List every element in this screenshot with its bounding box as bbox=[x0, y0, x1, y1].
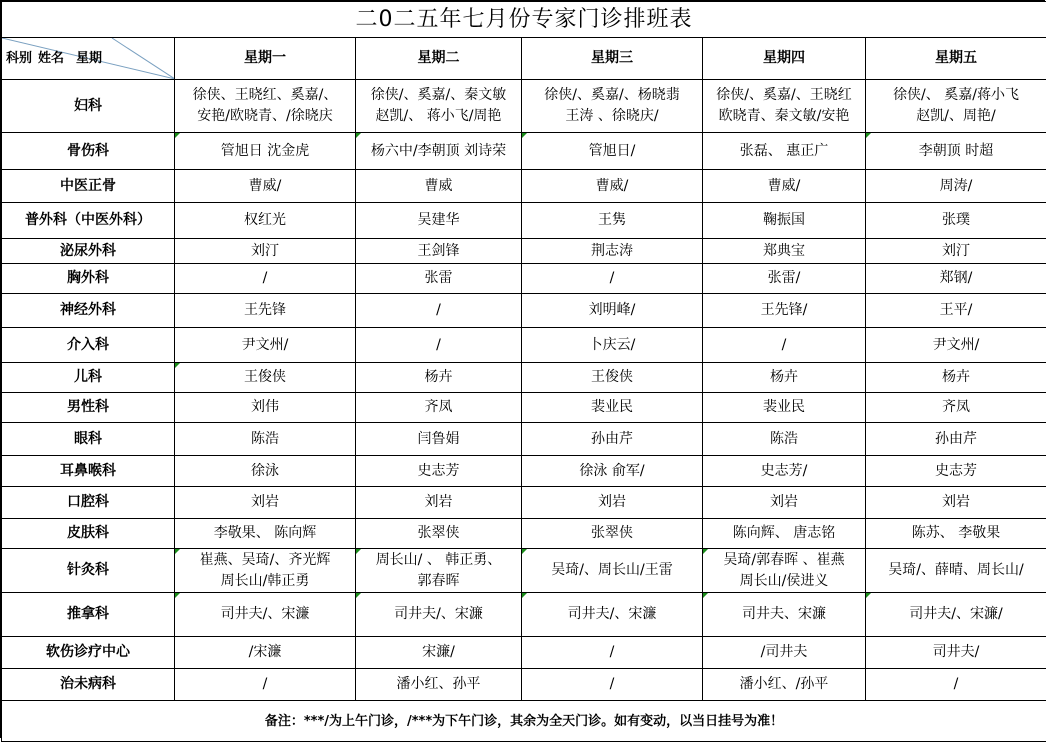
doctor-names-line: 王剑锋 bbox=[356, 241, 521, 262]
doctor-cell bbox=[356, 456, 522, 487]
doctor-names-line: 郭春晖 bbox=[356, 571, 521, 592]
cell-marker-icon bbox=[522, 133, 527, 138]
doctor-names-line: 史志芳 bbox=[866, 461, 1046, 482]
doctor-cell bbox=[175, 294, 356, 328]
department-cell: 儿科 bbox=[2, 363, 175, 393]
doctor-names-line: 史志芳/ bbox=[703, 461, 865, 482]
doctor-names-line: 陈向辉、 唐志铭 bbox=[703, 523, 865, 544]
department-cell: 男性科 bbox=[2, 393, 175, 423]
doctor-names-line: 尹文州/ bbox=[866, 335, 1046, 356]
table-row bbox=[2, 294, 1046, 328]
doctor-names-line: 刘汀 bbox=[866, 241, 1046, 262]
cell-marker-icon bbox=[866, 133, 871, 138]
doctor-cell bbox=[356, 203, 522, 239]
table-row bbox=[2, 203, 1046, 239]
doctor-names-line: 王平/ bbox=[866, 300, 1046, 321]
department-cell: 皮肤科 bbox=[2, 519, 175, 549]
day-header-mon: 星期一 bbox=[175, 38, 356, 80]
doctor-cell bbox=[522, 363, 703, 393]
doctor-cell bbox=[866, 133, 1046, 170]
doctor-cell bbox=[522, 637, 703, 669]
doctor-cell bbox=[522, 80, 703, 133]
doctor-cell bbox=[175, 328, 356, 363]
table-row bbox=[2, 669, 1046, 701]
doctor-names-line: 宋濂/ bbox=[356, 642, 521, 663]
doctor-names-line: 周长山/侯进义 bbox=[703, 571, 865, 592]
department-cell: 耳鼻喉科 bbox=[2, 456, 175, 487]
doctor-names-line: 徐侠/、奚嘉/、杨晓翡 bbox=[522, 85, 702, 106]
table-row bbox=[2, 549, 1046, 593]
doctor-cell bbox=[356, 487, 522, 519]
doctor-names-line: 周长山/ 、 韩正勇、 bbox=[356, 550, 521, 571]
doctor-cell bbox=[522, 669, 703, 701]
doctor-names-line: 赵凯/、周艳/ bbox=[866, 106, 1046, 127]
doctor-names-line: 陈苏、 李敬果 bbox=[866, 523, 1046, 544]
doctor-cell bbox=[356, 264, 522, 294]
department-cell: 推拿科 bbox=[2, 593, 175, 637]
doctor-cell bbox=[522, 203, 703, 239]
doctor-cell bbox=[866, 487, 1046, 519]
table-row bbox=[2, 593, 1046, 637]
doctor-names-line: 欧晓青、秦文敏/安艳 bbox=[703, 106, 865, 127]
department-cell: 骨伤科 bbox=[2, 133, 175, 170]
doctor-cell bbox=[522, 264, 703, 294]
doctor-cell bbox=[356, 328, 522, 363]
corner-header-cell bbox=[2, 38, 175, 80]
doctor-names-line: 张翠侠 bbox=[522, 523, 702, 544]
doctor-cell bbox=[866, 549, 1046, 593]
doctor-cell bbox=[356, 170, 522, 203]
cell-marker-icon bbox=[175, 363, 180, 368]
doctor-names-line: 徐侠、王晓红、奚嘉/、 bbox=[175, 85, 355, 106]
doctor-names-line: 杨卉 bbox=[356, 367, 521, 388]
doctor-cell bbox=[522, 456, 703, 487]
table-row bbox=[2, 80, 1046, 133]
note-row bbox=[2, 701, 1046, 742]
schedule-table bbox=[1, 1, 1046, 742]
table-row bbox=[2, 423, 1046, 456]
cell-marker-icon bbox=[175, 593, 180, 598]
table-row bbox=[2, 393, 1046, 423]
department-cell: 治未病科 bbox=[2, 669, 175, 701]
doctor-cell bbox=[522, 393, 703, 423]
doctor-cell bbox=[175, 133, 356, 170]
doctor-names-line: 张翠侠 bbox=[356, 523, 521, 544]
doctor-cell bbox=[356, 549, 522, 593]
doctor-names-line: 王先锋 bbox=[175, 300, 355, 321]
doctor-cell bbox=[866, 294, 1046, 328]
doctor-cell bbox=[175, 423, 356, 456]
doctor-cell bbox=[175, 80, 356, 133]
doctor-cell bbox=[356, 239, 522, 264]
cell-marker-icon bbox=[522, 549, 527, 554]
footnote: 备注：***/为上午门诊，/***为下午门诊，其余为全天门诊。如有变动，以当日挂号为准！ bbox=[2, 701, 1046, 742]
doctor-cell bbox=[175, 239, 356, 264]
day-header-wed: 星期三 bbox=[522, 38, 703, 80]
doctor-cell bbox=[866, 264, 1046, 294]
cell-marker-icon bbox=[175, 133, 180, 138]
doctor-cell bbox=[522, 239, 703, 264]
doctor-cell bbox=[866, 170, 1046, 203]
doctor-names-line: 司井夫/ bbox=[866, 642, 1046, 663]
table-row bbox=[2, 637, 1046, 669]
department-cell: 口腔科 bbox=[2, 487, 175, 519]
doctor-cell bbox=[175, 669, 356, 701]
doctor-cell bbox=[703, 264, 866, 294]
doctor-names-line: 陈浩 bbox=[703, 429, 865, 450]
table-row bbox=[2, 133, 1046, 170]
doctor-names-line: 孙由芹 bbox=[866, 429, 1046, 450]
doctor-cell bbox=[175, 593, 356, 637]
corner-name-label: 姓名 bbox=[38, 51, 64, 66]
doctor-names-line: 吴琦/、周长山/王雷 bbox=[522, 560, 702, 581]
doctor-names-line: 徐侠/、奚嘉/、王晓红 bbox=[703, 85, 865, 106]
doctor-names-line: 吴建华 bbox=[356, 210, 521, 231]
doctor-cell bbox=[522, 519, 703, 549]
doctor-cell bbox=[703, 669, 866, 701]
doctor-cell bbox=[703, 170, 866, 203]
doctor-cell bbox=[175, 487, 356, 519]
cell-marker-icon bbox=[522, 593, 527, 598]
department-cell: 中医正骨 bbox=[2, 170, 175, 203]
cell-marker-icon bbox=[356, 593, 361, 598]
table-row bbox=[2, 363, 1046, 393]
doctor-names-line: 王隽 bbox=[522, 210, 702, 231]
doctor-cell bbox=[866, 363, 1046, 393]
doctor-names-line: /宋濂 bbox=[175, 642, 355, 663]
day-header-fri: 星期五 bbox=[866, 38, 1046, 80]
doctor-names-line: 徐侠/、奚嘉/、秦文敏 bbox=[356, 85, 521, 106]
doctor-cell bbox=[703, 393, 866, 423]
doctor-names-line: 吴琦/、薛晴、周长山/ bbox=[866, 560, 1046, 581]
table-row bbox=[2, 170, 1046, 203]
doctor-cell bbox=[356, 80, 522, 133]
department-cell: 眼科 bbox=[2, 423, 175, 456]
doctor-cell bbox=[522, 593, 703, 637]
doctor-names-line: 郑典宝 bbox=[703, 241, 865, 262]
doctor-names-line: 杨六中/李朝顶 刘诗荣 bbox=[356, 141, 521, 162]
doctor-cell bbox=[703, 133, 866, 170]
doctor-cell bbox=[703, 239, 866, 264]
doctor-names-line: 管旭日/ bbox=[522, 141, 702, 162]
doctor-names-line: 齐凤 bbox=[866, 397, 1046, 418]
doctor-names-line: 权红光 bbox=[175, 210, 355, 231]
doctor-names-line: 王先锋/ bbox=[703, 300, 865, 321]
department-cell: 介入科 bbox=[2, 328, 175, 363]
corner-labels bbox=[6, 48, 108, 69]
doctor-names-line: 卜庆云/ bbox=[522, 335, 702, 356]
doctor-names-line: / bbox=[522, 268, 702, 289]
doctor-cell bbox=[522, 423, 703, 456]
doctor-names-line: 孙由芹 bbox=[522, 429, 702, 450]
doctor-names-line: 尹文州/ bbox=[175, 335, 355, 356]
doctor-names-line: 刘岩 bbox=[522, 492, 702, 513]
doctor-names-line: 张磊、 惠正广 bbox=[703, 141, 865, 162]
table-row bbox=[2, 487, 1046, 519]
doctor-names-line: 陈浩 bbox=[175, 429, 355, 450]
doctor-names-line: 司井夫/、宋濂 bbox=[175, 604, 355, 625]
doctor-cell bbox=[175, 549, 356, 593]
table-row bbox=[2, 264, 1046, 294]
doctor-names-line: 王涛 、徐晓庆/ bbox=[522, 106, 702, 127]
doctor-names-line: 张雷/ bbox=[703, 268, 865, 289]
doctor-cell bbox=[703, 294, 866, 328]
doctor-cell bbox=[356, 637, 522, 669]
doctor-cell bbox=[356, 669, 522, 701]
doctor-cell bbox=[703, 456, 866, 487]
doctor-names-line: / bbox=[522, 642, 702, 663]
doctor-cell bbox=[866, 393, 1046, 423]
corner-day-label: 星期 bbox=[76, 51, 102, 66]
doctor-names-line: 王俊侠 bbox=[175, 367, 355, 388]
doctor-names-line: / bbox=[522, 674, 702, 695]
department-cell: 妇科 bbox=[2, 80, 175, 133]
doctor-names-line: 曹威 bbox=[356, 176, 521, 197]
doctor-cell bbox=[522, 294, 703, 328]
doctor-names-line: 潘小红、孙平 bbox=[356, 674, 521, 695]
doctor-cell bbox=[703, 549, 866, 593]
doctor-names-line: /司井夫 bbox=[703, 642, 865, 663]
doctor-cell bbox=[356, 519, 522, 549]
doctor-cell bbox=[175, 203, 356, 239]
cell-marker-icon bbox=[703, 549, 708, 554]
doctor-names-line: 齐凤 bbox=[356, 397, 521, 418]
doctor-cell bbox=[522, 487, 703, 519]
doctor-cell bbox=[356, 593, 522, 637]
table-row bbox=[2, 519, 1046, 549]
doctor-cell bbox=[522, 328, 703, 363]
doctor-cell bbox=[866, 593, 1046, 637]
doctor-names-line: 刘岩 bbox=[356, 492, 521, 513]
day-header-tue: 星期二 bbox=[356, 38, 522, 80]
doctor-cell bbox=[866, 669, 1046, 701]
doctor-names-line: 安艳/欧晓青、/徐晓庆 bbox=[175, 106, 355, 127]
table-row bbox=[2, 328, 1046, 363]
doctor-cell bbox=[175, 264, 356, 294]
doctor-names-line: 李敬果、 陈向辉 bbox=[175, 523, 355, 544]
doctor-cell bbox=[703, 519, 866, 549]
department-cell: 普外科（中医外科） bbox=[2, 203, 175, 239]
doctor-cell bbox=[866, 239, 1046, 264]
doctor-cell bbox=[703, 80, 866, 133]
doctor-names-line: 刘明峰/ bbox=[522, 300, 702, 321]
doctor-names-line: 曹威/ bbox=[175, 176, 355, 197]
doctor-names-line: 司井夫/、宋濂/ bbox=[866, 604, 1046, 625]
doctor-names-line: 曹威/ bbox=[522, 176, 702, 197]
doctor-names-line: 刘岩 bbox=[175, 492, 355, 513]
doctor-names-line: / bbox=[175, 268, 355, 289]
doctor-names-line: 周涛/ bbox=[866, 176, 1046, 197]
cell-marker-icon bbox=[356, 549, 361, 554]
doctor-names-line: 闫鲁娟 bbox=[356, 429, 521, 450]
doctor-names-line: 郑钢/ bbox=[866, 268, 1046, 289]
doctor-names-line: 吴琦/郭春晖 、崔燕 bbox=[703, 550, 865, 571]
doctor-cell bbox=[175, 637, 356, 669]
page-title: 二0二五年七月份专家门诊排班表 bbox=[2, 2, 1046, 38]
doctor-names-line: 鞠振国 bbox=[703, 210, 865, 231]
doctor-names-line: 赵凯/、 蒋小飞/周艳 bbox=[356, 106, 521, 127]
doctor-cell bbox=[866, 456, 1046, 487]
table-row bbox=[2, 456, 1046, 487]
doctor-cell bbox=[175, 363, 356, 393]
doctor-cell bbox=[522, 133, 703, 170]
doctor-names-line: 徐侠/、 奚嘉/蒋小飞 bbox=[866, 85, 1046, 106]
doctor-cell bbox=[866, 423, 1046, 456]
doctor-cell bbox=[356, 393, 522, 423]
doctor-cell bbox=[703, 203, 866, 239]
doctor-names-line: 潘小红、/孙平 bbox=[703, 674, 865, 695]
doctor-cell bbox=[175, 393, 356, 423]
cell-marker-icon bbox=[175, 549, 180, 554]
doctor-names-line: 荆志涛 bbox=[522, 241, 702, 262]
doctor-names-line: 刘岩 bbox=[703, 492, 865, 513]
doctor-names-line: / bbox=[703, 335, 865, 356]
doctor-cell bbox=[356, 363, 522, 393]
doctor-cell bbox=[866, 519, 1046, 549]
doctor-names-line: 裴业民 bbox=[522, 397, 702, 418]
cell-marker-icon bbox=[703, 593, 708, 598]
doctor-names-line: 曹威/ bbox=[703, 176, 865, 197]
doctor-names-line: 徐泳 bbox=[175, 461, 355, 482]
cell-marker-icon bbox=[356, 133, 361, 138]
doctor-cell bbox=[175, 170, 356, 203]
doctor-cell bbox=[522, 549, 703, 593]
doctor-names-line: 张雷 bbox=[356, 268, 521, 289]
doctor-names-line: 裴业民 bbox=[703, 397, 865, 418]
doctor-names-line: 刘汀 bbox=[175, 241, 355, 262]
doctor-cell bbox=[703, 593, 866, 637]
doctor-names-line: 史志芳 bbox=[356, 461, 521, 482]
department-cell: 胸外科 bbox=[2, 264, 175, 294]
doctor-cell bbox=[356, 294, 522, 328]
doctor-names-line: 王俊侠 bbox=[522, 367, 702, 388]
doctor-names-line: 张璞 bbox=[866, 210, 1046, 231]
doctor-names-line: / bbox=[356, 335, 521, 356]
department-cell: 神经外科 bbox=[2, 294, 175, 328]
doctor-names-line: 徐泳 俞军/ bbox=[522, 461, 702, 482]
doctor-cell bbox=[175, 456, 356, 487]
table-row bbox=[2, 239, 1046, 264]
doctor-names-line: 杨卉 bbox=[703, 367, 865, 388]
doctor-cell bbox=[866, 637, 1046, 669]
doctor-names-line: / bbox=[866, 674, 1046, 695]
department-cell: 泌尿外科 bbox=[2, 239, 175, 264]
doctor-cell bbox=[866, 328, 1046, 363]
doctor-names-line: / bbox=[356, 300, 521, 321]
doctor-cell bbox=[703, 487, 866, 519]
doctor-names-line: 管旭日 沈金虎 bbox=[175, 141, 355, 162]
doctor-names-line: 杨卉 bbox=[866, 367, 1046, 388]
doctor-names-line: 司井夫、宋濂 bbox=[703, 604, 865, 625]
cell-marker-icon bbox=[866, 593, 871, 598]
doctor-names-line: 司井夫/、宋濂 bbox=[522, 604, 702, 625]
doctor-cell bbox=[522, 170, 703, 203]
corner-dept-label: 科别 bbox=[6, 51, 32, 66]
doctor-names-line: 刘伟 bbox=[175, 397, 355, 418]
doctor-cell bbox=[703, 363, 866, 393]
day-header-thu: 星期四 bbox=[703, 38, 866, 80]
department-cell: 软伤诊疗中心 bbox=[2, 637, 175, 669]
doctor-names-line: 崔燕、吴琦/、齐光辉 bbox=[175, 550, 355, 571]
doctor-cell bbox=[703, 328, 866, 363]
doctor-cell bbox=[866, 80, 1046, 133]
doctor-cell bbox=[703, 423, 866, 456]
doctor-names-line: 李朝顶 时超 bbox=[866, 141, 1046, 162]
doctor-names-line: 刘岩 bbox=[866, 492, 1046, 513]
doctor-cell bbox=[175, 519, 356, 549]
doctor-names-line: 司井夫/、宋濂 bbox=[356, 604, 521, 625]
doctor-names-line: / bbox=[175, 674, 355, 695]
doctor-names-line: 周长山/韩正勇 bbox=[175, 571, 355, 592]
doctor-cell bbox=[703, 637, 866, 669]
doctor-cell bbox=[866, 203, 1046, 239]
department-cell: 针灸科 bbox=[2, 549, 175, 593]
doctor-cell bbox=[356, 133, 522, 170]
doctor-cell bbox=[356, 423, 522, 456]
